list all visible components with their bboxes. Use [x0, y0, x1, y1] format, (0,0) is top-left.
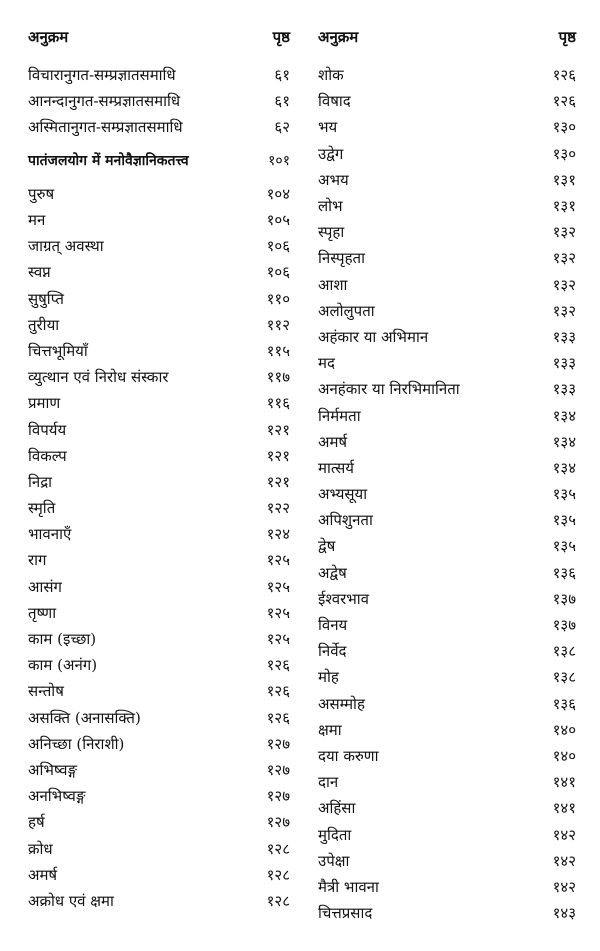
toc-entry-page: १४३ [552, 904, 576, 923]
toc-entry-topic: काम (अनंग) [28, 656, 98, 675]
toc-entry-page: १०१ [268, 153, 290, 170]
toc-entry-topic: दान [318, 773, 339, 792]
toc-entry-page: १३४ [552, 458, 576, 477]
toc-entry-topic: ईश्वरभाव [318, 589, 369, 608]
toc-entry [28, 88, 290, 114]
toc-entry-topic: द्वेष [318, 537, 336, 556]
toc-entry-topic: अपिशुनता [318, 511, 373, 530]
toc-entry-page: १०६ [266, 263, 290, 282]
toc-entry-topic: अनभिष्वङ्ग [28, 787, 86, 806]
toc-entry-topic: विचारानुगत-सम्प्रज्ञातसमाधि [28, 66, 176, 85]
toc-right-column [318, 24, 576, 926]
toc-entry-page: १०४ [266, 184, 290, 203]
toc-entry-page: १२१ [266, 472, 290, 491]
toc-entry [318, 481, 576, 507]
toc-entry-topic: विकल्प [28, 446, 67, 465]
toc-entry-page: ११२ [266, 315, 290, 334]
toc-entry-topic: अमर्ष [318, 432, 348, 451]
toc-entry-page: ११० [266, 289, 290, 308]
toc-entry [28, 207, 290, 233]
toc-entry-topic: निद्रा [28, 472, 53, 491]
toc-entry-topic: अद्वेष [318, 563, 347, 582]
toc-entry [28, 286, 290, 312]
toc-entry-page: १३३ [552, 380, 576, 399]
toc-entry [318, 507, 576, 533]
toc-entry-topic: असम्मोह [318, 694, 365, 713]
toc-entry-topic: अस्मितानुगत-सम्प्रज्ञातसमाधि [28, 118, 183, 137]
toc-entry-topic: असक्ति (अनासक्ति) [28, 708, 141, 727]
toc-entry-topic: मद [318, 354, 335, 373]
toc-entry-topic: सुषुप्ति [28, 289, 64, 308]
toc-entry-page: १२७ [266, 813, 290, 832]
toc-entry [28, 338, 290, 364]
toc-entry [28, 809, 290, 835]
toc-entry [318, 167, 576, 193]
toc-entry [28, 469, 290, 495]
toc-entry [318, 848, 576, 874]
toc-entry-page: १३७ [552, 616, 576, 635]
toc-entry [318, 743, 576, 769]
toc-entry-topic: निस्पृहता [318, 249, 365, 268]
toc-entry [28, 888, 290, 914]
toc-entry [28, 705, 290, 731]
toc-entry-topic: अलोलुपता [318, 301, 375, 320]
toc-entry-page: १३२ [552, 223, 576, 242]
toc-entry-topic: चित्तप्रसाद [318, 904, 373, 923]
toc-entry-page: ११५ [266, 341, 290, 360]
toc-entry-page: १२६ [552, 92, 576, 111]
toc-entry-topic: अभय [318, 170, 349, 189]
toc-entry-page: १३५ [552, 511, 576, 530]
toc-entry-page: १२६ [552, 66, 576, 85]
toc-entry-topic: अनहंकार या निरभिमानिता [318, 380, 460, 399]
toc-entry [318, 455, 576, 481]
toc-entry-page: १३३ [552, 354, 576, 373]
toc-entry-page: १२८ [266, 865, 290, 884]
toc-entry-page: १२८ [266, 839, 290, 858]
toc-entry-page: १२६ [266, 682, 290, 701]
toc-entry-topic: राग [28, 551, 47, 570]
toc-entry-topic: निर्ममता [318, 406, 361, 425]
toc-entry [318, 821, 576, 847]
toc-entry-page: १०६ [266, 237, 290, 256]
toc-entry-page: १३८ [552, 642, 576, 661]
toc-entry-topic: क्षमा [318, 720, 342, 739]
toc-entry [28, 364, 290, 390]
toc-entry-page: ६१ [274, 66, 290, 85]
toc-entry [318, 769, 576, 795]
toc-entry-page: १४० [552, 720, 576, 739]
toc-entry [318, 795, 576, 821]
toc-entry-topic: आशा [318, 275, 348, 294]
toc-entry-topic: अभिष्वङ्ग [28, 760, 78, 779]
toc-entry-topic: मात्सर्य [318, 458, 354, 477]
toc-right-list [318, 62, 576, 926]
toc-entry-page: १२८ [266, 891, 290, 910]
toc-entry [28, 600, 290, 626]
toc-entry-topic: मन [28, 211, 46, 230]
toc-entry-topic: सन्तोष [28, 682, 64, 701]
toc-entry [318, 560, 576, 586]
toc-entry [318, 62, 576, 88]
toc-entry-topic: विनय [318, 616, 348, 635]
toc-entry-topic: अहिंसा [318, 799, 356, 818]
toc-entry [28, 259, 290, 285]
toc-entry-page: १३४ [552, 406, 576, 425]
toc-entry-topic: दया करुणा [318, 746, 379, 765]
toc-entry [318, 900, 576, 926]
toc-entry-topic: आसंग [28, 577, 62, 596]
toc-entry [28, 574, 290, 600]
toc-entry-topic: प्रमाण [28, 394, 61, 413]
toc-entry-topic: काम (इच्छा) [28, 630, 97, 649]
toc-entry [318, 376, 576, 402]
toc-entry [318, 612, 576, 638]
toc-entry [318, 245, 576, 271]
toc-entry-topic: लोभ [318, 197, 343, 216]
toc-entry [318, 586, 576, 612]
toc-entry-page: १४१ [552, 773, 576, 792]
toc-entry-topic: पातंजलयोग में मनोवैज्ञानिकतत्त्व [28, 153, 189, 170]
toc-entry-topic: स्वप्न [28, 263, 51, 282]
toc-right-header [318, 24, 576, 50]
toc-entry [318, 298, 576, 324]
toc-entry [28, 390, 290, 416]
toc-entry [28, 62, 290, 88]
toc-entry-page: १३२ [552, 301, 576, 320]
toc-entry [28, 495, 290, 521]
toc-entry [318, 402, 576, 428]
toc-entry-page: १२५ [266, 577, 290, 596]
left-page-heading: पृष्ठ [272, 28, 290, 46]
toc-entry-page: १३२ [552, 275, 576, 294]
toc-entry-topic: निर्वेद [318, 642, 347, 661]
toc-entry-page: १३२ [552, 249, 576, 268]
toc-entry-page: १४१ [552, 799, 576, 818]
toc-entry-page: १२५ [266, 630, 290, 649]
toc-entry-page: १२१ [266, 420, 290, 439]
toc-entry [318, 533, 576, 559]
toc-entry-topic: क्रोध [28, 839, 53, 858]
toc-left-header [28, 24, 290, 50]
toc-entry [318, 874, 576, 900]
toc-entry [28, 114, 290, 140]
toc-entry [28, 443, 290, 469]
toc-entry-page: १३१ [552, 197, 576, 216]
toc-entry [28, 678, 290, 704]
toc-entry-page: १३४ [552, 432, 576, 451]
toc-entry-topic: चित्तभूमियाँ [28, 341, 88, 360]
toc-left-column [28, 24, 290, 914]
toc-entry-topic: हर्ष [28, 813, 45, 832]
toc-entry-page: १३६ [552, 563, 576, 582]
toc-entry-page: १४० [552, 746, 576, 765]
toc-entry-topic: आनन्दानुगत-सम्प्रज्ञातसमाधि [28, 92, 181, 111]
toc-entry [28, 181, 290, 207]
toc-entry-topic: भय [318, 118, 338, 137]
toc-entry [318, 638, 576, 664]
toc-entry-page: १२५ [266, 603, 290, 622]
toc-entry-topic: विषाद [318, 92, 351, 111]
toc-entry-topic: जाग्रत् अवस्था [28, 237, 104, 256]
toc-entry-page: १३१ [552, 170, 576, 189]
left-topic-heading: अनुक्रम [28, 28, 69, 46]
toc-entry-page: १२७ [266, 787, 290, 806]
toc-entry-topic: अमर्ष [28, 865, 58, 884]
toc-entry-topic: मुदिता [318, 825, 352, 844]
toc-entry-topic: स्पृहा [318, 223, 345, 242]
toc-entry-topic: अभ्यसूया [318, 485, 368, 504]
toc-entry [28, 521, 290, 547]
toc-entry [28, 547, 290, 573]
toc-entry-page: १२२ [266, 499, 290, 518]
toc-entry-topic: तृष्णा [28, 603, 57, 622]
toc-entry-topic: मोह [318, 668, 339, 687]
toc-entry-page: १२१ [266, 446, 290, 465]
toc-entry [28, 416, 290, 442]
toc-entry-topic: उपेक्षा [318, 851, 350, 870]
toc-entry-page: ११६ [266, 394, 290, 413]
toc-entry-topic: पुरुष [28, 184, 55, 203]
toc-entry [28, 312, 290, 338]
toc-entry-page: १२७ [266, 760, 290, 779]
toc-entry [318, 691, 576, 717]
toc-entry [318, 219, 576, 245]
toc-entry-page: १३५ [552, 485, 576, 504]
toc-entry [28, 626, 290, 652]
toc-entry [28, 233, 290, 259]
toc-entry-page: १४२ [552, 877, 576, 896]
toc-entry [28, 835, 290, 861]
right-page-heading: पृष्ठ [558, 28, 576, 46]
toc-entry-page: ११७ [266, 368, 290, 387]
toc-entry-page: १३५ [552, 537, 576, 556]
toc-entry-topic: तुरीया [28, 315, 60, 334]
toc-entry-page: १३० [552, 118, 576, 137]
toc-entry [318, 350, 576, 376]
toc-entry [318, 272, 576, 298]
toc-entry [318, 141, 576, 167]
toc-entry-page: १३३ [552, 327, 576, 346]
toc-entry-topic: स्मृति [28, 499, 56, 518]
toc-entry-page: १४२ [552, 851, 576, 870]
toc-entry-page: १३७ [552, 589, 576, 608]
toc-entry-page: १२७ [266, 734, 290, 753]
toc-entry-page: १०५ [266, 211, 290, 230]
toc-entry-page: १३० [552, 144, 576, 163]
toc-entry [318, 114, 576, 140]
toc-entry-topic: अनिच्छा (निराशी) [28, 734, 125, 753]
toc-entry-topic: मैत्री भावना [318, 877, 379, 896]
toc-entry-page: १३६ [552, 694, 576, 713]
toc-entry-page: ६२ [274, 118, 290, 137]
toc-entry [318, 664, 576, 690]
right-topic-heading: अनुक्रम [318, 28, 359, 46]
toc-entry-topic: अहंकार या अभिमान [318, 327, 429, 346]
toc-entry [28, 783, 290, 809]
toc-entry-topic: उद्वेग [318, 144, 344, 163]
toc-entry-page: ६१ [274, 92, 290, 111]
toc-entry [28, 757, 290, 783]
toc-entry [318, 324, 576, 350]
toc-entry-topic: अक्रोध एवं क्षमा [28, 891, 114, 910]
toc-entry-topic: विपर्यय [28, 420, 67, 439]
toc-entry-topic: व्युत्थान एवं निरोध संस्कार [28, 368, 169, 387]
toc-entry [318, 717, 576, 743]
toc-left-list [28, 62, 290, 914]
toc-entry-page: १४२ [552, 825, 576, 844]
toc-entry [28, 652, 290, 678]
toc-entry-page: १२६ [266, 656, 290, 675]
toc-entry [318, 193, 576, 219]
toc-section-heading [28, 148, 290, 174]
toc-entry-topic: भावनाएँ [28, 525, 72, 544]
toc-entry [28, 862, 290, 888]
toc-entry-page: १२६ [266, 708, 290, 727]
toc-entry [28, 731, 290, 757]
toc-entry-page: १२४ [266, 525, 290, 544]
toc-entry-page: १२५ [266, 551, 290, 570]
toc-entry [318, 429, 576, 455]
toc-entry-topic: शोक [318, 66, 344, 85]
toc-entry-page: १३८ [552, 668, 576, 687]
toc-entry [318, 88, 576, 114]
